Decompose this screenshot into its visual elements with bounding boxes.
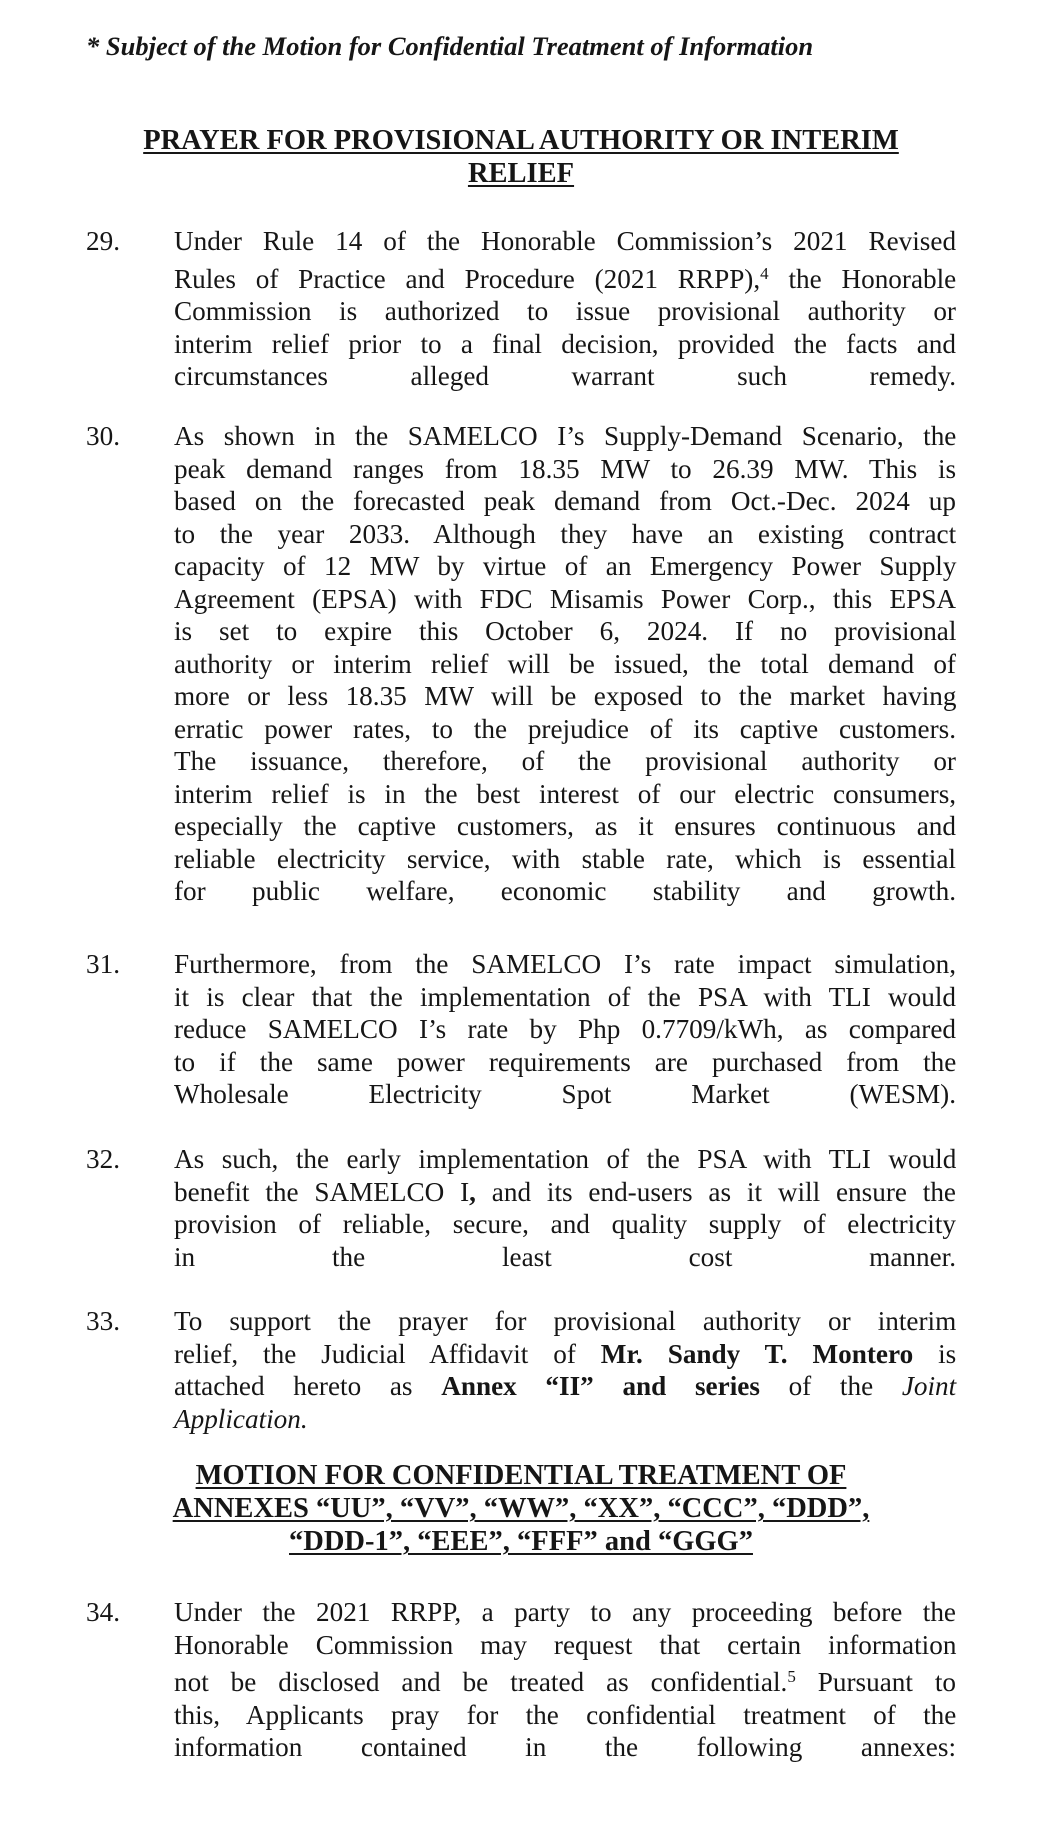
paragraph-34 bbox=[86, 1596, 956, 1764]
affiant-name: Mr. Sandy T. Montero bbox=[600, 1338, 914, 1369]
italic-text: Application. bbox=[174, 1403, 308, 1434]
text-line: Wholesale Electricity Spot Market (WESM). bbox=[174, 1079, 956, 1109]
text-line: more or less 18.35 MW will be exposed to the market having bbox=[174, 681, 957, 711]
heading-line: RELIEF bbox=[467, 158, 575, 189]
text-line: based on the forecasted peak demand from Oct.-Dec. 2024 up bbox=[174, 486, 956, 516]
text-line: As shown in the SAMELCO I’s Supply-Demand Scenario, the bbox=[174, 421, 957, 451]
paragraph-33 bbox=[86, 1305, 956, 1435]
text-span: benefit the SAMELCO I bbox=[174, 1176, 470, 1207]
text-line: capacity of 12 MW by virtue of an Emergency Power Supply bbox=[174, 551, 957, 581]
text-span: of the bbox=[759, 1371, 902, 1401]
text-span: relief, the Judicial Affidavit of bbox=[174, 1338, 601, 1369]
text-line: Furthermore, from the SAMELCO I’s rate impact simulation, bbox=[174, 949, 956, 979]
text-line: As such, the early implementation of the PSA with TLI would bbox=[174, 1144, 957, 1174]
text-line: is set to expire this October 6, 2024. If no provisional bbox=[174, 616, 957, 646]
paragraph-body bbox=[174, 1305, 956, 1435]
text-line: for public welfare, economic stability and growth. bbox=[174, 876, 956, 906]
annex-reference: Annex “II” and series bbox=[441, 1371, 760, 1401]
text-line: information contained in the following annexes: bbox=[174, 1732, 956, 1762]
text-line: especially the captive customers, as it ensures continuous and bbox=[174, 811, 956, 841]
paragraph-number: 34. bbox=[86, 1597, 120, 1627]
paragraph-32 bbox=[86, 1143, 956, 1273]
paragraph-number: 29. bbox=[86, 226, 120, 256]
text-line: peak demand ranges from 18.35 MW to 26.39 MW. This is bbox=[174, 453, 957, 484]
text-line bbox=[174, 1661, 956, 1699]
confidential-note: * Subject of the Motion for Confidential Treatment of Information bbox=[86, 31, 814, 61]
text-line: reduce SAMELCO I’s rate by Php 0.7709/kWh, as compared bbox=[174, 1014, 956, 1044]
text-line bbox=[174, 1370, 956, 1403]
text-line: Honorable Commission may request that certain information bbox=[174, 1629, 957, 1660]
paragraph-number: 33. bbox=[86, 1306, 120, 1336]
heading-line: MOTION FOR CONFIDENTIAL TREATMENT OF bbox=[195, 1460, 847, 1491]
text-line: To support the prayer for provisional authority or interim bbox=[174, 1306, 957, 1336]
section-heading-confidential-treatment bbox=[86, 1459, 956, 1558]
text-span: and its end-users as it will ensure the bbox=[475, 1176, 956, 1207]
text-line: provision of reliable, secure, and quality supply of electricity bbox=[174, 1209, 956, 1239]
text-line: Under Rule 14 of the Honorable Commission’s 2021 Revised bbox=[174, 226, 957, 256]
text-span: Rules of Practice and Procedure (2021 RRPP), bbox=[174, 263, 761, 294]
text-line: Under the 2021 RRPP, a party to any proceeding before the bbox=[174, 1597, 956, 1627]
paragraph-body bbox=[174, 1143, 956, 1273]
paragraph-body bbox=[174, 225, 956, 393]
text-line bbox=[174, 1338, 956, 1371]
text-line: interim relief is in the best interest of our electric consumers, bbox=[174, 778, 957, 809]
text-span: not be disclosed and be treated as confidential. bbox=[174, 1667, 788, 1697]
paragraph-30 bbox=[86, 420, 956, 908]
footnote-marker: 5 bbox=[787, 1667, 796, 1686]
text-line: authority or interim relief will be issued, the total demand of bbox=[174, 648, 956, 679]
italic-text: Joint bbox=[901, 1371, 957, 1401]
paragraph-29 bbox=[86, 225, 956, 393]
text-line: to if the same power requirements are purchased from the bbox=[174, 1046, 957, 1077]
heading-line: ANNEXES “UU”, “VV”, “WW”, “XX”, “CCC”, “DDD”, bbox=[172, 1493, 870, 1524]
text-line: it is clear that the implementation of the PSA with TLI would bbox=[174, 981, 956, 1012]
text-line: reliable electricity service, with stable rate, which is essential bbox=[174, 843, 956, 874]
footnote-marker: 4 bbox=[760, 263, 769, 283]
bold-comma: , bbox=[469, 1176, 476, 1207]
paragraph-number: 30. bbox=[86, 421, 120, 451]
text-span: attached hereto as bbox=[174, 1371, 442, 1401]
text-line: circumstances alleged warrant such remedy. bbox=[174, 361, 956, 391]
paragraph-number: 32. bbox=[86, 1144, 120, 1174]
text-line bbox=[174, 1176, 956, 1209]
section-heading-provisional-authority bbox=[86, 124, 956, 190]
text-line: in the least cost manner. bbox=[174, 1241, 956, 1272]
text-line bbox=[174, 1403, 956, 1436]
heading-line: “DDD-1”, “EEE”, “FFF” and “GGG” bbox=[289, 1526, 753, 1557]
text-line: Commission is authorized to issue provisional authority or bbox=[174, 296, 956, 326]
text-line bbox=[174, 258, 956, 296]
text-line: this, Applicants pray for the confidential treatment of the bbox=[174, 1699, 957, 1730]
text-span: is bbox=[913, 1338, 957, 1369]
paragraph-number: 31. bbox=[86, 949, 120, 979]
text-line: to the year 2033. Although they have an existing contract bbox=[174, 518, 957, 549]
paragraph-body bbox=[174, 948, 956, 1111]
text-line: erratic power rates, to the prejudice of its captive customers. bbox=[174, 713, 957, 744]
heading-line: PRAYER FOR PROVISIONAL AUTHORITY OR INTERIM bbox=[143, 125, 899, 156]
text-line: interim relief prior to a final decision, provided the facts and bbox=[174, 328, 956, 359]
paragraph-body bbox=[174, 1596, 956, 1764]
text-span: Pursuant to bbox=[795, 1667, 956, 1697]
text-line: Agreement (EPSA) with FDC Misamis Power Corp., this EPSA bbox=[174, 583, 956, 614]
text-span: the Honorable bbox=[788, 263, 957, 294]
paragraph-31 bbox=[86, 948, 956, 1111]
text-line: The issuance, therefore, of the provisional authority or bbox=[174, 746, 956, 776]
paragraph-body bbox=[174, 420, 956, 908]
